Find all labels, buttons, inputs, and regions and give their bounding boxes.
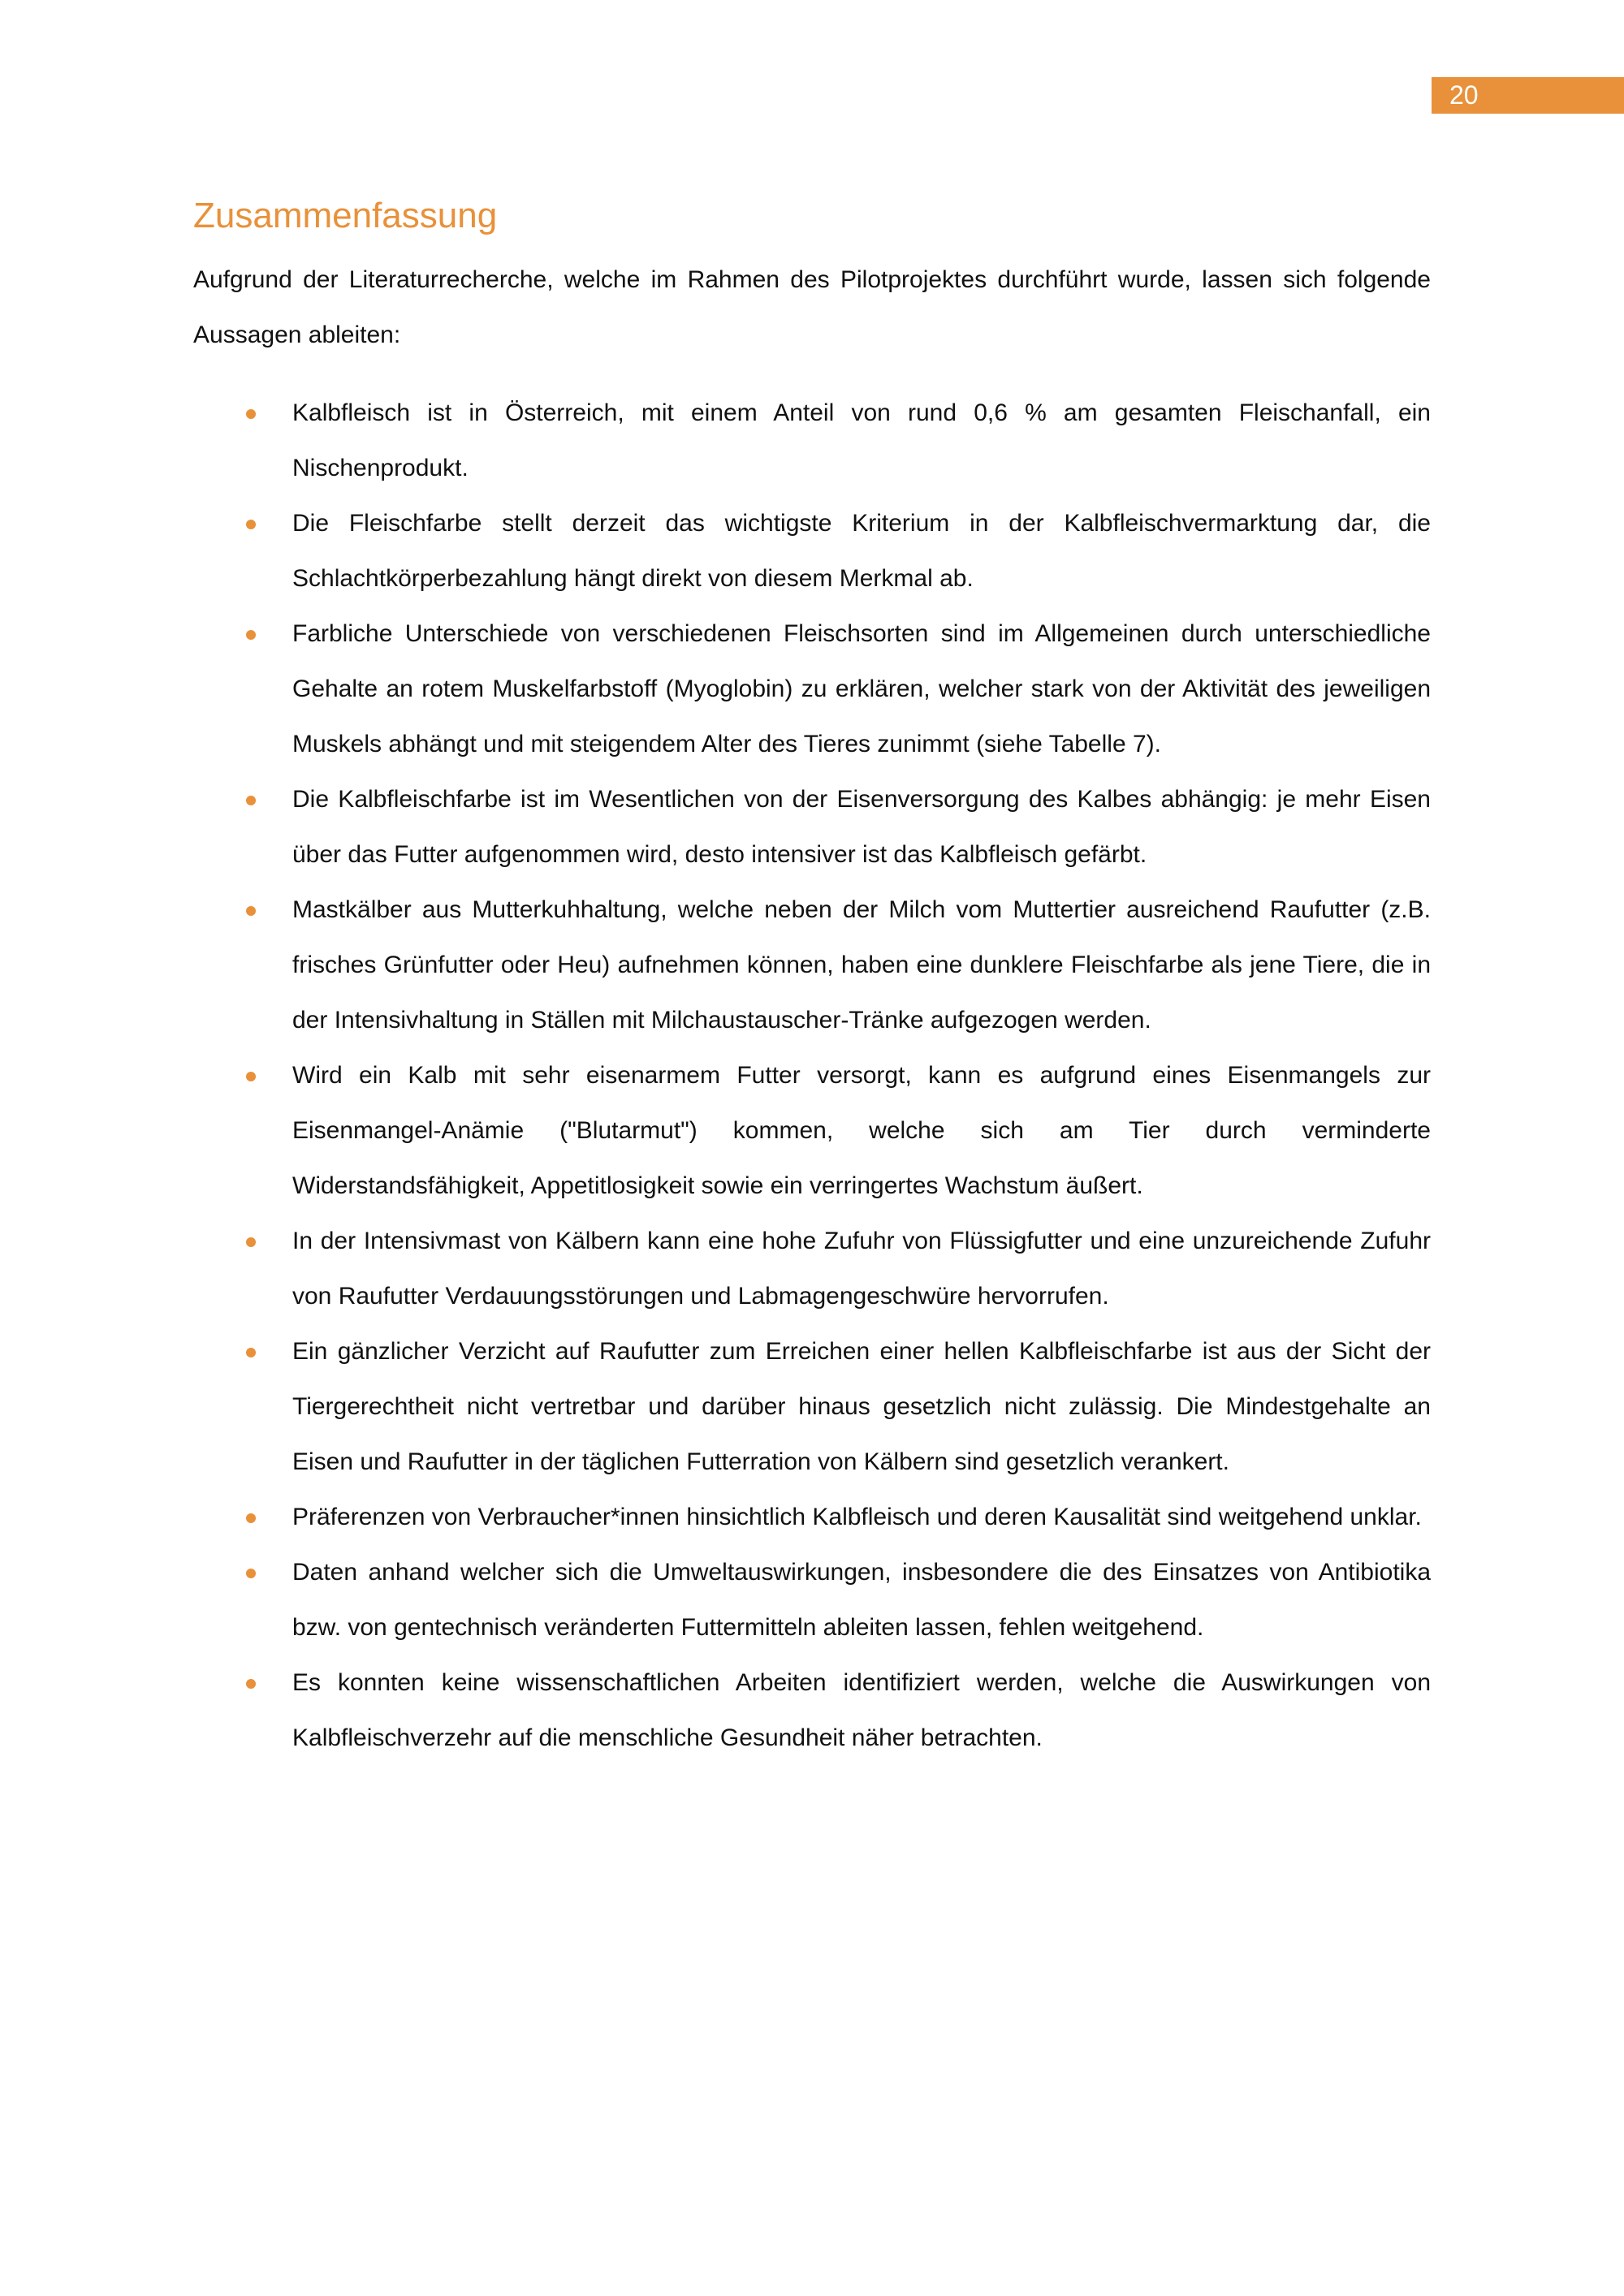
list-item-text: Mastkälber aus Mutterkuhhaltung, welche neben der Milch vom Muttertier ausreichend Raufutter (z.B. frisches Grünfutter oder Heu) aufnehmen können, haben eine dunklere Fleischfarbe als jene Tiere, die in der Intensivhaltung in Ställen mit Milchaustauscher-Tränke aufgezogen werden. [292, 896, 1431, 1034]
list-item-text: Präferenzen von Verbraucher*innen hinsichtlich Kalbfleisch und deren Kausalität sind weitgehend unklar. [292, 1504, 1422, 1530]
list-item [193, 1324, 1431, 1490]
summary-list [193, 386, 1431, 1766]
list-item [193, 1655, 1431, 1766]
list-item-text: Wird ein Kalb mit sehr eisenarmem Futter versorgt, kann es aufgrund eines Eisenmangels zur Eisenmangel-Anämie ("Blutarmut") kommen, welche sich am Tier durch verminderte Widerstandsfähigkeit, Appetitlosigkeit sowie ein verringertes Wachstum äußert. [292, 1062, 1431, 1199]
list-item-text: Daten anhand welcher sich die Umweltauswirkungen, insbesondere die des Einsatzes von Antibiotika bzw. von gentechnisch veränderten Futtermitteln ableiten lassen, fehlen weitgehend. [292, 1559, 1431, 1641]
list-item [193, 1048, 1431, 1214]
page-number: 20 [1432, 77, 1624, 114]
bullet-icon [246, 1072, 256, 1081]
list-item-text: In der Intensivmast von Kälbern kann eine hohe Zufuhr von Flüssigfutter und eine unzureichende Zufuhr von Raufutter Verdauungsstörungen und Labmagengeschwüre hervorrufen. [292, 1228, 1431, 1310]
bullet-icon [246, 409, 256, 419]
list-item-text: Farbliche Unterschiede von verschiedenen Fleischsorten sind im Allgemeinen durch unterschiedliche Gehalte an rotem Muskelfarbstoff (Myoglobin) zu erklären, welcher stark von der Aktivität des jeweiligen Muskels abhängt und mit steigendem Alter des Tieres zunimmt (siehe Tabelle 7). [292, 620, 1431, 757]
list-item [193, 1545, 1431, 1655]
list-item [193, 386, 1431, 496]
bullet-icon [246, 1513, 256, 1523]
section-heading: Zusammenfassung [193, 196, 498, 235]
list-item [193, 496, 1431, 606]
bullet-icon [246, 1569, 256, 1578]
list-item-text: Kalbfleisch ist in Österreich, mit einem Anteil von rund 0,6 % am gesamten Fleischanfall, ein Nischenprodukt. [292, 399, 1431, 481]
list-item [193, 1214, 1431, 1324]
bullet-icon [246, 630, 256, 640]
list-item-text: Die Fleischfarbe stellt derzeit das wichtigste Kriterium in der Kalbfleischvermarktung dar, die Schlachtkörperbezahlung hängt direkt von diesem Merkmal ab. [292, 510, 1431, 592]
list-item [193, 772, 1431, 883]
bullet-icon [246, 1679, 256, 1689]
bullet-icon [246, 1348, 256, 1357]
bullet-icon [246, 1237, 256, 1247]
list-item-text: Die Kalbfleischfarbe ist im Wesentlichen von der Eisenversorgung des Kalbes abhängig: je mehr Eisen über das Futter aufgenommen wird, desto intensiver ist das Kalbfleisch gefärbt. [292, 786, 1431, 868]
bullet-icon [246, 906, 256, 916]
list-item [193, 1490, 1431, 1545]
bullet-icon [246, 520, 256, 529]
bullet-icon [246, 796, 256, 805]
list-item [193, 883, 1431, 1048]
list-item-text: Es konnten keine wissenschaftlichen Arbeiten identifiziert werden, welche die Auswirkungen von Kalbfleischverzehr auf die menschliche Gesundheit näher betrachten. [292, 1669, 1431, 1751]
list-item [193, 606, 1431, 772]
list-item-text: Ein gänzlicher Verzicht auf Raufutter zum Erreichen einer hellen Kalbfleischfarbe ist aus der Sicht der Tiergerechtheit nicht vertretbar und darüber hinaus gesetzlich nicht zulässig. Die Mindestgehalte an Eisen und Raufutter in der täglichen Futterration von Kälbern sind gesetzlich verankert. [292, 1338, 1431, 1475]
intro-paragraph: Aufgrund der Literaturrecherche, welche im Rahmen des Pilotprojektes durchführt wurde, lassen sich folgende Aussagen ableiten: [193, 266, 1431, 348]
